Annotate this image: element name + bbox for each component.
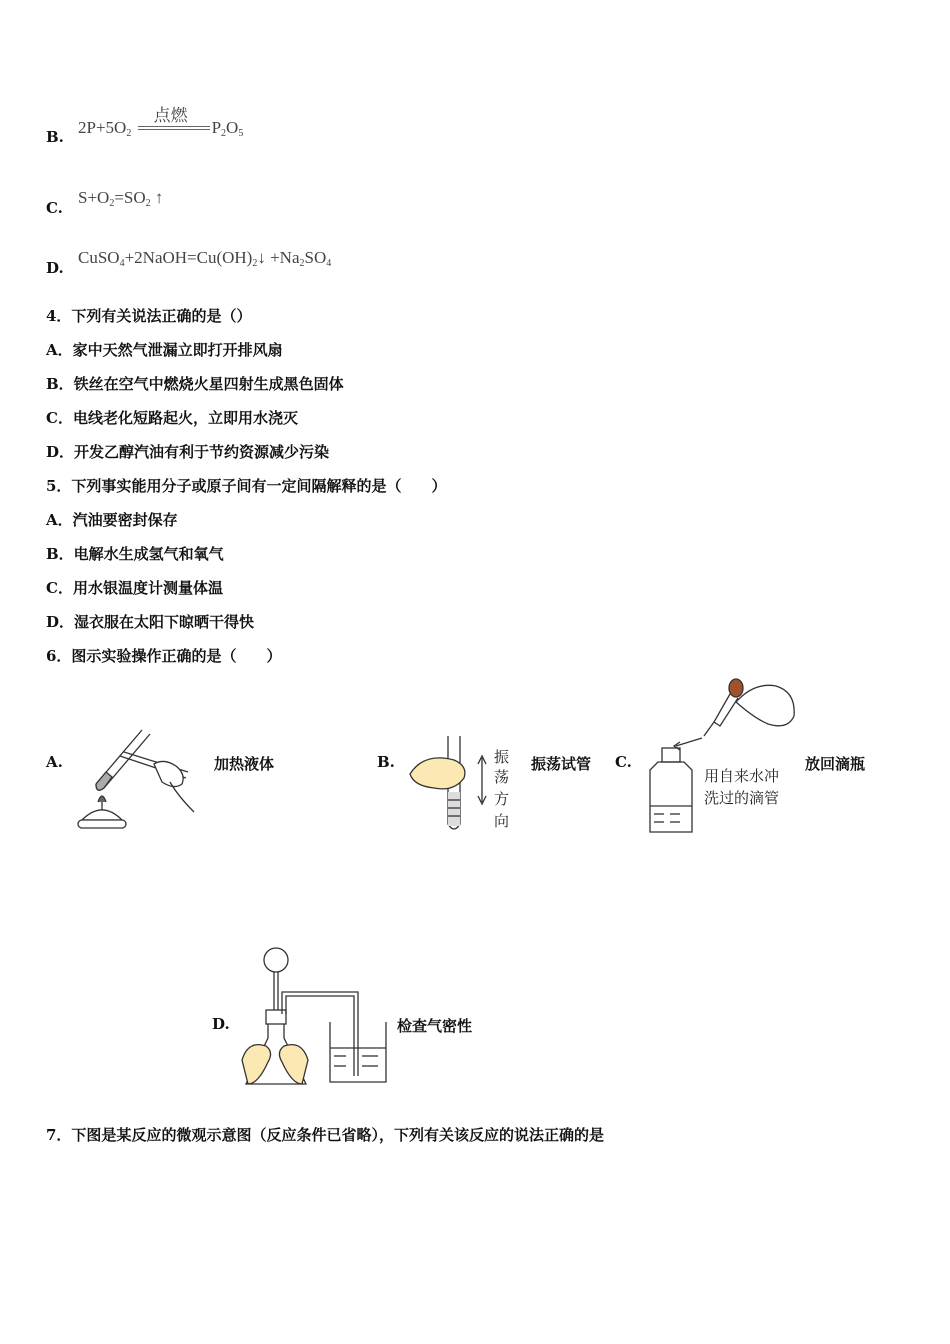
equation-c-part2: =SO xyxy=(114,188,146,207)
figure-d-caption: 检查气密性 xyxy=(397,1017,473,1035)
equation-d-sub3: 2 xyxy=(299,258,305,269)
figure-b-label: B. xyxy=(377,753,395,771)
equation-d xyxy=(78,248,331,269)
question-5-stem: 5．下列事实能用分子或原子间有一定间隔解释的是（ ） xyxy=(46,477,447,495)
figure-c-annotation-1: 用自来水冲 xyxy=(704,767,780,785)
heating-liquid-illustration xyxy=(74,722,204,834)
figure-b-annotation-2: 荡 xyxy=(494,768,510,786)
figure-c-dropper-bottle xyxy=(644,674,802,836)
figure-b-caption: 振荡试管 xyxy=(531,755,592,773)
equation-d-part3: ↓ +Na xyxy=(257,248,300,267)
option-d-label: D. xyxy=(46,259,64,277)
equation-d-part4: SO xyxy=(304,248,327,267)
figure-a-caption: 加热液体 xyxy=(214,755,275,773)
question-4-option-a: A．家中天然气泄漏立即打开排风扇 xyxy=(46,341,283,359)
question-5-option-b: B．电解水生成氢气和氧气 xyxy=(46,545,224,563)
equation-c-part1: S+O xyxy=(78,188,110,207)
question-5-option-a: A．汽油要密封保存 xyxy=(46,511,178,529)
equation-b-left: 2P+5O xyxy=(78,118,127,137)
figure-b-annotation-4: 向 xyxy=(494,812,510,830)
figure-b-shaking-tube xyxy=(406,734,522,834)
equation-b-right: P xyxy=(211,118,222,137)
equation-b-o: O xyxy=(226,118,239,137)
equation-c xyxy=(78,188,163,209)
equation-b-o2-sub: 2 xyxy=(126,128,132,139)
figure-c-caption: 放回滴瓶 xyxy=(805,755,866,773)
figure-d-label: D. xyxy=(212,1015,230,1033)
figure-a-label: A. xyxy=(46,753,63,771)
gas-arrow: ↑ xyxy=(150,188,164,207)
figure-c-annotation-2: 洗过的滴管 xyxy=(704,789,780,807)
equation-d-sub1: 4 xyxy=(119,258,125,269)
question-4-option-c: C．电线老化短路起火，立即用水浇灭 xyxy=(46,409,298,427)
dropper-bottle-illustration xyxy=(644,674,802,836)
figure-c-label: C. xyxy=(615,753,632,771)
figure-b-annotation-1: 振 xyxy=(494,748,510,766)
equation-b-p-sub: 2 xyxy=(221,128,227,139)
equation-c-sub2: 2 xyxy=(145,198,151,209)
option-b-label: B. xyxy=(46,128,64,146)
equation-d-sub2: 2 xyxy=(252,258,258,269)
reaction-condition: 点燃 xyxy=(153,106,188,125)
equation-b xyxy=(78,106,244,139)
figure-b-annotation-3: 方 xyxy=(494,790,510,808)
question-5-option-d: D．湿衣服在太阳下晾晒干得快 xyxy=(46,613,255,631)
equation-d-sub4: 4 xyxy=(326,258,332,269)
figure-d-airtightness-check xyxy=(238,944,388,1092)
equation-b-o-sub: 5 xyxy=(238,128,244,139)
airtightness-check-illustration xyxy=(238,944,388,1092)
equation-c-sub1: 2 xyxy=(109,198,115,209)
question-4-option-d: D．开发乙醇汽油有利于节约资源减少污染 xyxy=(46,443,330,461)
figure-a-heating-liquid xyxy=(74,722,204,834)
reaction-condition-arrow xyxy=(138,106,210,133)
equation-d-part2: +2NaOH=Cu(OH) xyxy=(124,248,253,267)
question-7-stem: 7．下图是某反应的微观示意图（反应条件已省略），下列有关该反应的说法正确的是 xyxy=(46,1126,604,1144)
shaking-tube-illustration xyxy=(406,734,522,834)
equation-d-part1: CuSO xyxy=(78,248,120,267)
question-5-option-c: C．用水银温度计测量体温 xyxy=(46,579,223,597)
question-4-option-b: B．铁丝在空气中燃烧火星四射生成黑色固体 xyxy=(46,375,344,393)
question-4-stem: 4．下列有关说法正确的是（） xyxy=(46,307,252,325)
option-c-label: C. xyxy=(46,199,63,217)
question-6-stem: 6．图示实验操作正确的是（ ） xyxy=(46,647,282,665)
